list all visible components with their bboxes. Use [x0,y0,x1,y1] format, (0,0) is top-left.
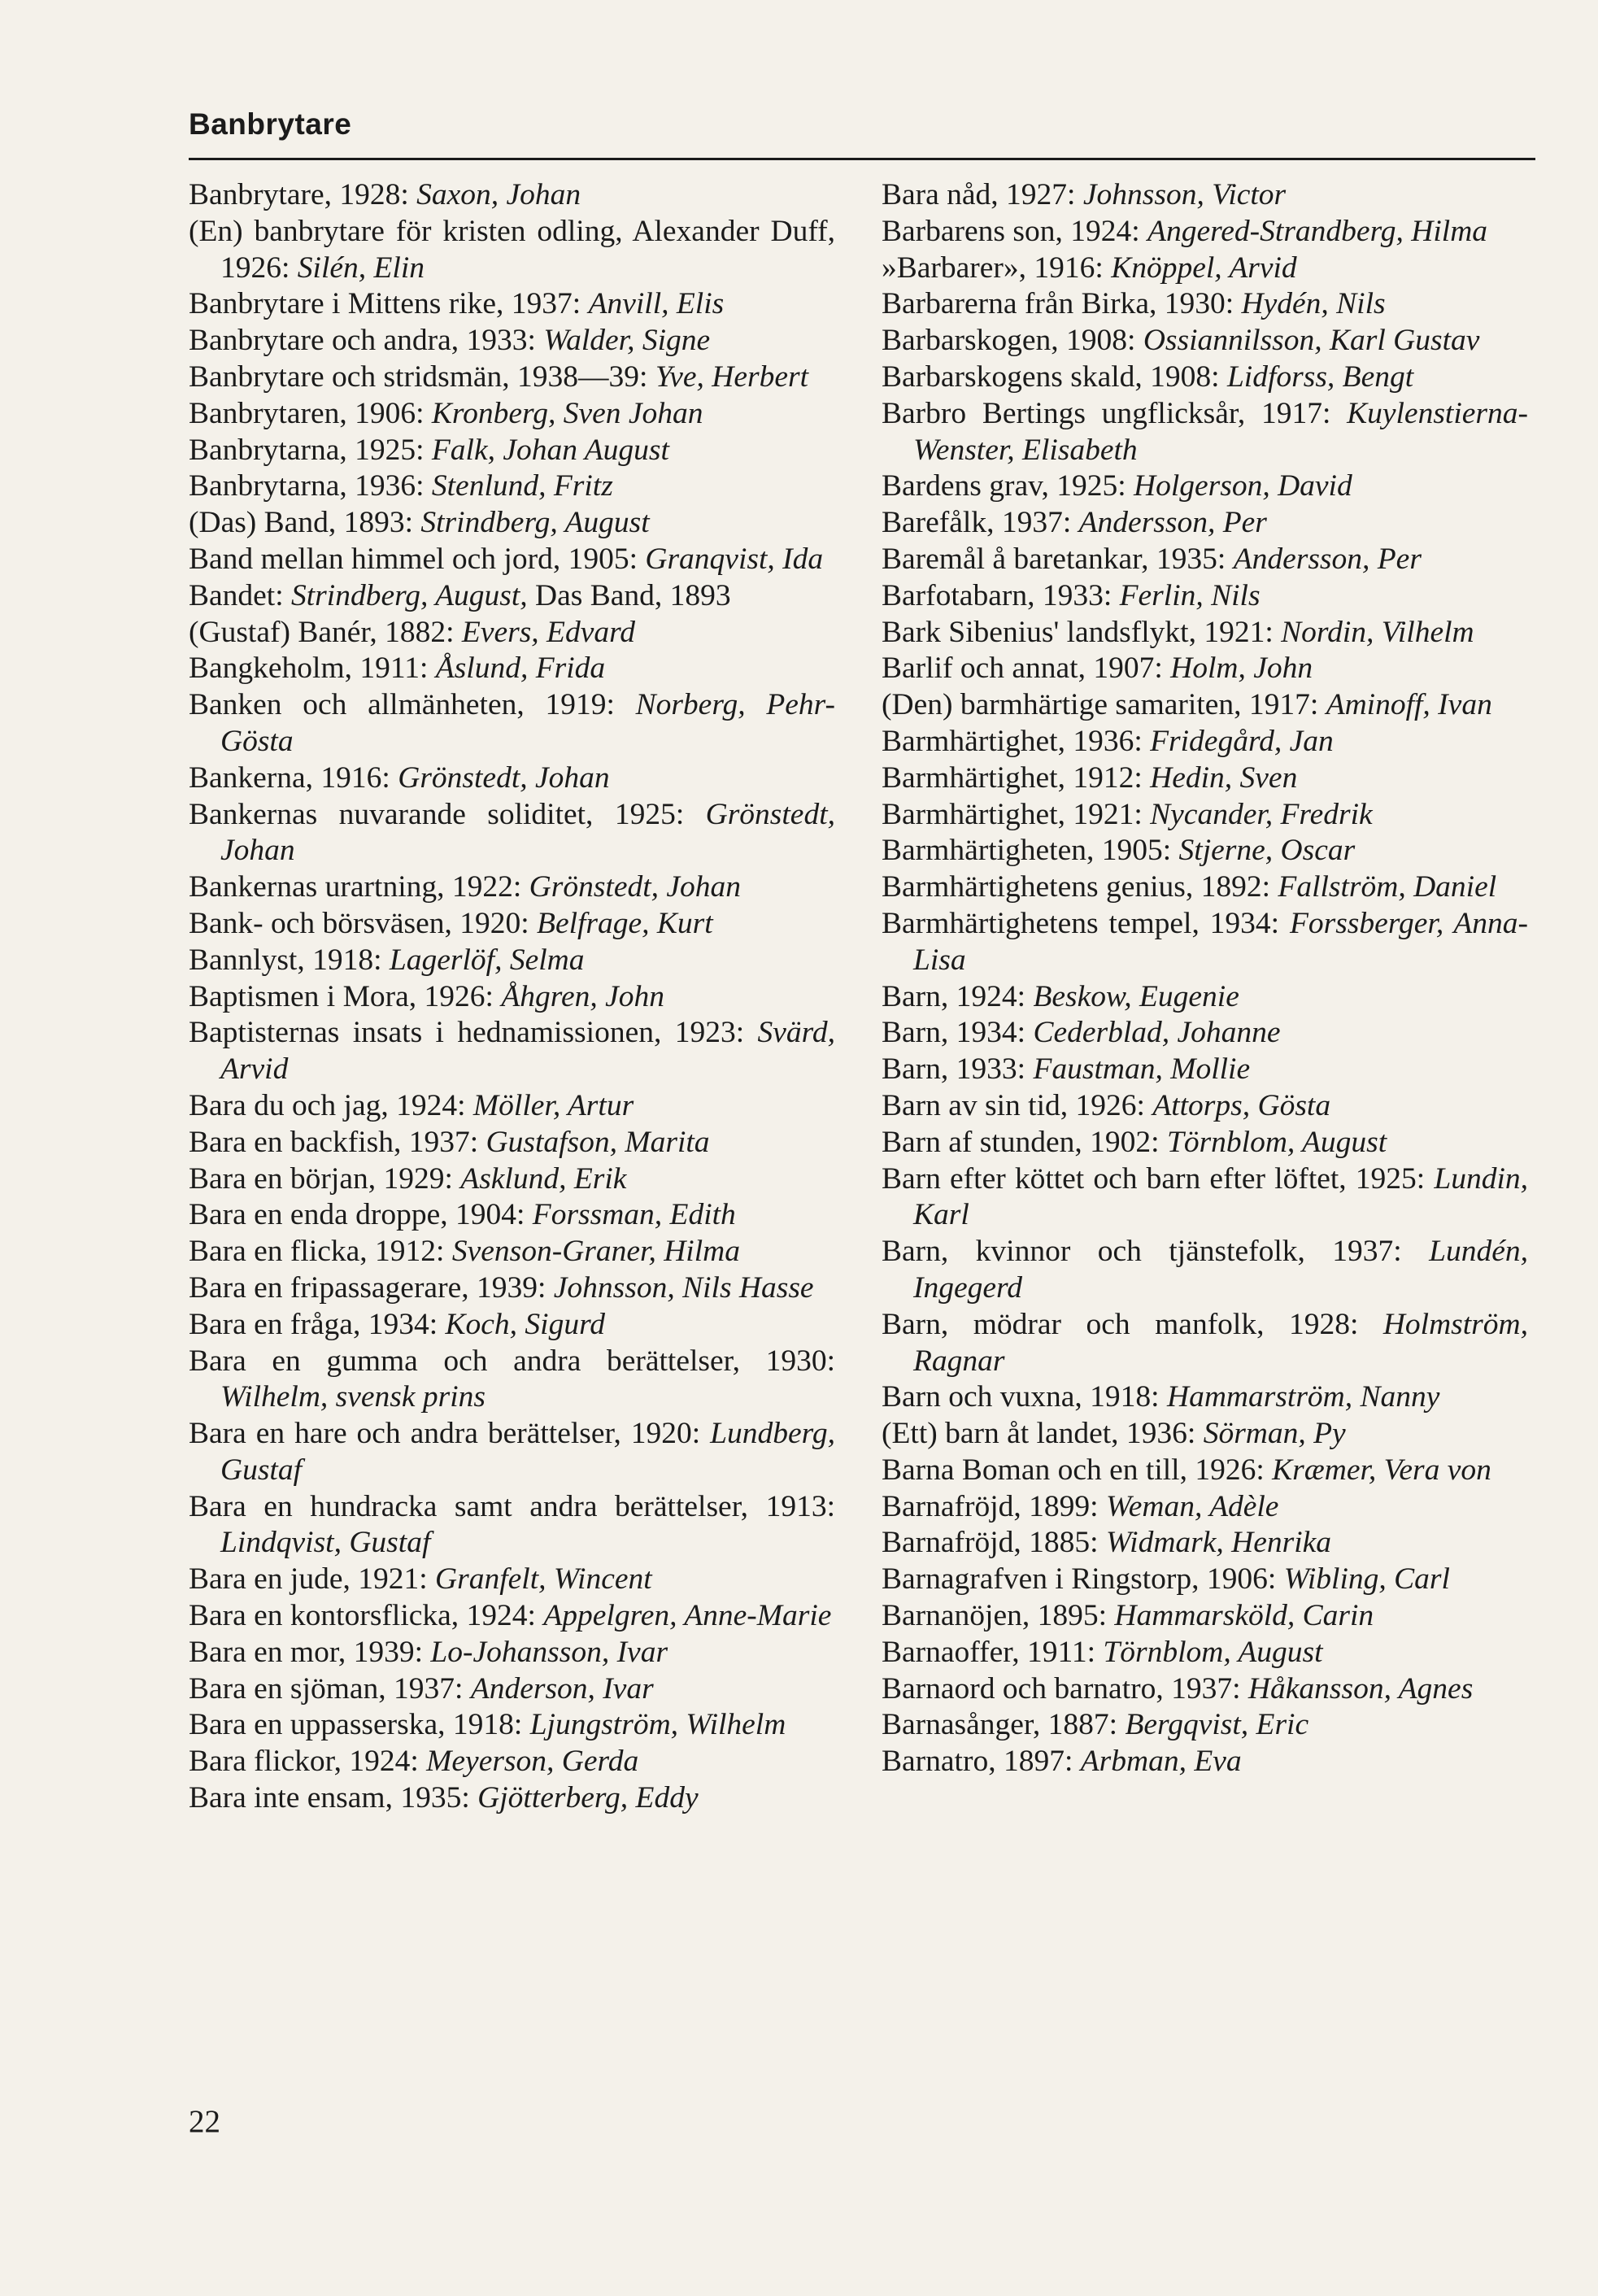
entry-author: Lindqvist, Gustaf [220,1526,431,1560]
index-entry [882,214,1528,251]
index-entry [882,1307,1528,1380]
entry-title: Barn, 1934: [882,1016,1034,1050]
entry-author: Stjerne, Oscar [1178,834,1356,868]
entry-title: Band mellan himmel och jord, 1905: [189,542,646,576]
entry-title: Barefålk, 1937: [882,506,1079,540]
entry-title: (Ett) barn åt landet, 1936: [882,1417,1204,1451]
index-entry [882,396,1528,469]
entry-author: Angered-Strandberg, Hilma [1147,214,1488,248]
entry-title: Bara en flicka, 1912: [189,1235,452,1269]
entry-title: Bara en fripassagerare, 1939: [189,1270,554,1305]
index-entry [882,286,1528,323]
entry-author: Forssman, Edith [532,1198,736,1232]
entry-author: Grönstedt, Johan [220,797,835,868]
entry-title: Bank- och börsväsen, 1920: [189,906,538,940]
entry-title: Barn och vuxna, 1918: [882,1380,1167,1414]
entry-author: Saxon, Johan [416,178,581,211]
entry-title: Bara en gumma och andra berättelser, 1930: [189,1344,835,1378]
entry-author: Anderson, Ivar [470,1671,654,1706]
entry-title: Bara en sjöman, 1937: [189,1671,471,1706]
entry-author: Holmström, Ragnar [913,1307,1528,1378]
entry-title: Barnanöjen, 1895: [882,1599,1115,1633]
index-entry [882,1161,1528,1235]
entry-author: Törnblom, August [1103,1635,1323,1669]
entry-author: Lundin, Karl [913,1161,1528,1232]
index-entry [882,1379,1528,1416]
entry-title: Barbarerna från Birka, 1930: [882,287,1242,321]
index-entry [882,1525,1528,1562]
entry-author: Nycander, Fredrik [1150,797,1373,831]
entry-title: Barna Boman och en till, 1926: [882,1453,1273,1487]
entry-author: Andersson, Per [1233,542,1422,576]
entry-author: Ljungström, Wilhelm [529,1708,786,1742]
index-entry [189,1744,835,1780]
index-entry [882,724,1528,760]
index-entry [882,615,1528,651]
index-entry [882,1125,1528,1161]
entry-author: Appelgren, Anne-Marie [543,1599,832,1633]
entry-author: Törnblom, August [1166,1125,1387,1159]
index-entry [882,1234,1528,1307]
entry-author: Johnsson, Nils Hasse [553,1270,814,1305]
entry-author: Widmark, Henrika [1105,1526,1332,1560]
entry-title: Barmhärtighet, 1912: [882,760,1151,795]
index-entry [189,906,835,943]
entry-title: Bangkeholm, 1911: [189,651,436,686]
entry-author: Grönstedt, Johan [398,760,610,795]
entry-title: Banbrytarna, 1925: [189,433,432,467]
index-entry [882,1489,1528,1526]
entry-title: Bara en enda droppe, 1904: [189,1198,533,1232]
index-entry [189,1416,835,1489]
entry-title: Barmhärtigheten, 1905: [882,834,1179,868]
index-entry [189,1161,835,1198]
entry-author: Johnsson, Victor [1082,178,1287,211]
entry-author: Cederblad, Johanne [1033,1016,1281,1050]
index-entry [882,760,1528,797]
entry-title: (Das) Band, 1893: [189,506,421,540]
entry-author: Kuylenstierna-Wenster, Elisabeth [913,396,1528,467]
index-entry [882,651,1528,687]
entry-author: Kræmer, Vera von [1272,1453,1491,1487]
entry-title: Bara en jude, 1921: [189,1562,436,1597]
entry-title: Bark Sibenius' landsflykt, 1921: [882,615,1282,649]
index-entry [189,1707,835,1744]
index-entry [882,1088,1528,1125]
entry-author: Lundén, Ingegerd [913,1235,1528,1305]
index-entry [882,323,1528,359]
entry-author: Knöppel, Arvid [1111,251,1297,285]
entry-author: Hedin, Sven [1150,760,1298,795]
entry-author: Weman, Adèle [1105,1489,1279,1523]
index-entry [189,1489,835,1562]
entry-author: Holgerson, David [1134,469,1352,503]
entry-title: Bara en uppasserska, 1918: [189,1708,530,1742]
entry-author: Koch, Sigurd [445,1307,606,1341]
entry-title: Barnafröjd, 1899: [882,1489,1106,1523]
left-column [189,177,835,1817]
index-entry [189,1270,835,1307]
entry-author: Håkansson, Agnes [1247,1671,1474,1706]
entry-title: Banbrytare i Mittens rike, 1937: [189,287,589,321]
entry-title: Banbrytarna, 1936: [189,469,432,503]
entry-author: Svärd, Arvid [220,1016,835,1087]
entry-title: Banbrytare och andra, 1933: [189,324,544,358]
entry-author: Bergqvist, Eric [1125,1708,1309,1742]
entry-title: Barmhärtighetens genius, 1892: [882,870,1278,904]
entry-author: Walder, Signe [543,324,711,358]
index-entry [882,1744,1528,1780]
index-entry [882,1453,1528,1489]
entry-author: Möller, Artur [472,1088,634,1122]
index-entry [189,542,835,578]
index-entry [189,214,835,287]
index-entry [882,177,1528,214]
index-entry [882,1707,1528,1744]
entry-title: Barbarskogen, 1908: [882,324,1143,358]
index-entry [882,468,1528,505]
index-entry [882,505,1528,542]
index-entry [189,286,835,323]
index-entry [189,1562,835,1598]
entry-title: Barn, mödrar och manfolk, 1928: [882,1307,1383,1341]
entry-title: Barn efter köttet och barn efter löftet, 1925: [882,1161,1435,1196]
index-entry [189,1344,835,1417]
index-entry [189,1088,835,1125]
entry-title: Barmhärtighet, 1936: [882,724,1151,758]
index-entry [189,323,835,359]
entry-title: Bara en hare och andra berättelser, 1920: [189,1417,711,1451]
entry-title: Bara en början, 1929: [189,1161,461,1196]
entry-author: Granfelt, Wincent [435,1562,652,1597]
entry-author: Strindberg, August [420,506,650,540]
entry-author: Stenlund, Fritz [431,469,613,503]
entry-title: (En) banbrytare för kristen odling, Alexander Duff, 1926: [189,214,835,285]
entry-author: Lo-Johansson, Ivar [430,1635,668,1669]
entry-title: Bankerna, 1916: [189,760,398,795]
entry-author: Hydén, Nils [1241,287,1386,321]
entry-title: Baptismen i Mora, 1926: [189,979,502,1013]
entry-title: Barn av sin tid, 1926: [882,1088,1153,1122]
header-rule [189,158,1535,160]
entry-title: Bara du och jag, 1924: [189,1088,473,1122]
index-entry [189,1197,835,1234]
entry-author: Aminoff, Ivan [1326,688,1492,722]
index-entry [189,797,835,870]
index-entry [882,797,1528,834]
entry-title: Barmhärtighetens tempel, 1934: [882,906,1290,940]
entry-title: Bara en mor, 1939: [189,1635,431,1669]
entry-title: Bankernas urartning, 1922: [189,870,529,904]
entry-author: Strindberg, August, [291,578,528,612]
entry-author: Lagerlöf, Selma [389,943,585,977]
entry-author: Hammarström, Nanny [1166,1380,1440,1414]
entry-author: Fallström, Daniel [1278,870,1497,904]
entry-author: Ossiannilsson, Karl Gustav [1143,324,1480,358]
page-number: 22 [189,2104,220,2139]
entry-author: Fridegård, Jan [1150,724,1334,758]
entry-author: Sörman, Py [1203,1417,1346,1451]
entry-title: Bandet: [189,578,292,612]
index-entry [882,1015,1528,1052]
entry-title: Bannlyst, 1918: [189,943,390,977]
index-entry [882,578,1528,615]
index-entry [882,251,1528,287]
entry-author: Kronberg, Sven Johan [431,396,703,430]
index-entry [189,1780,835,1817]
index-entry [189,760,835,797]
index-entry [189,433,835,469]
entry-author: Åhgren, John [501,979,664,1013]
entry-title: Barnaord och barnatro, 1937: [882,1671,1248,1706]
entry-author: Grönstedt, Johan [529,870,742,904]
entry-author: Silén, Elin [297,251,425,285]
entry-title: Barbarskogens skald, 1908: [882,359,1227,394]
index-entry [882,1052,1528,1088]
index-entry [189,1015,835,1088]
entry-author: Nordin, Vilhelm [1281,615,1474,649]
entry-title: Barn, 1933: [882,1052,1034,1087]
entry-author: Meyerson, Gerda [426,1745,639,1779]
entry-author: Belfrage, Kurt [537,906,713,940]
entry-title: Banbrytaren, 1906: [189,396,432,430]
index-entry [882,687,1528,724]
index-entry [882,979,1528,1016]
entry-author: Gjötterberg, Eddy [477,1781,699,1815]
entry-author: Falk, Johan August [431,433,669,467]
entry-title: (Den) barmhärtige samariten, 1917: [882,688,1326,722]
entry-author: Arbman, Eva [1080,1745,1242,1779]
index-entry [189,651,835,687]
entry-title: Barlif och annat, 1907: [882,651,1171,686]
entry-title: (Gustaf) Banér, 1882: [189,615,462,649]
entry-author: Anvill, Elis [588,287,725,321]
index-entry [882,1562,1528,1598]
entry-author: Forssberger, Anna-Lisa [913,906,1528,977]
index-entry [189,1598,835,1635]
entry-title: Barnasånger, 1887: [882,1708,1126,1742]
index-entry [882,1598,1528,1635]
entry-title: Banken och allmänheten, 1919: [189,688,636,722]
entry-title: Banbrytare, 1928: [189,178,417,211]
entry-author: Åslund, Frida [435,651,606,686]
running-head: Banbrytare [189,107,352,141]
index-entry [189,687,835,760]
index-entry [882,359,1528,396]
entry-title: Bara en backfish, 1937: [189,1125,486,1159]
entry-title: Barn af stunden, 1902: [882,1125,1167,1159]
entry-suffix: Das Band, 1893 [527,578,731,612]
index-entry [882,1671,1528,1708]
entry-title: Bara en fråga, 1934: [189,1307,446,1341]
entry-title: Barnagrafven i Ringstorp, 1906: [882,1562,1284,1597]
entry-title: Barmhärtighet, 1921: [882,797,1151,831]
index-entry [882,869,1528,906]
entry-author: Asklund, Erik [460,1161,627,1196]
entry-title: Bara flickor, 1924: [189,1745,427,1779]
right-column [882,177,1528,1780]
entry-title: Baremål å baretankar, 1935: [882,542,1234,576]
entry-author: Evers, Edvard [461,615,636,649]
index-entry [882,1635,1528,1671]
entry-author: Faustman, Mollie [1033,1052,1251,1087]
index-entry [882,906,1528,979]
index-entry [189,869,835,906]
index-entry [189,396,835,433]
entry-author: Granqvist, Ida [645,542,824,576]
index-entry [189,943,835,979]
entry-title: Bara nåd, 1927: [882,178,1083,211]
entry-title: Bankernas nuvarande soliditet, 1925: [189,797,706,831]
entry-title: Barnatro, 1897: [882,1745,1081,1779]
index-entry [189,578,835,615]
entry-author: Lidforss, Bengt [1226,359,1414,394]
entry-title: Barn, kvinnor och tjänstefolk, 1937: [882,1235,1430,1269]
entry-title: »Barbarer», 1916: [882,251,1112,285]
entry-author: Andersson, Per [1078,506,1267,540]
entry-author: Ferlin, Nils [1119,578,1261,612]
index-entry [189,505,835,542]
index-entry [189,1307,835,1344]
index-entry [189,177,835,214]
entry-title: Barnafröjd, 1885: [882,1526,1106,1560]
entry-title: Banbrytare och stridsmän, 1938—39: [189,359,655,394]
entry-title: Bara en kontorsflicka, 1924: [189,1599,544,1633]
index-entry [882,833,1528,869]
index-entry [189,979,835,1016]
entry-author: Holm, John [1170,651,1313,686]
entry-author: Wibling, Carl [1283,1562,1450,1597]
index-entry [189,1125,835,1161]
index-entry [882,542,1528,578]
entry-author: Yve, Herbert [655,359,809,394]
entry-title: Baptisternas insats i hednamissionen, 1923: [189,1016,758,1050]
index-entry [189,1635,835,1671]
entry-title: Barbarens son, 1924: [882,214,1148,248]
entry-author: Wilhelm, svensk prins [220,1380,486,1414]
entry-author: Beskow, Eugenie [1033,979,1239,1013]
entry-title: Barnaoffer, 1911: [882,1635,1104,1669]
entry-title: Barn, 1924: [882,979,1034,1013]
entry-author: Attorps, Gösta [1152,1088,1331,1122]
entry-title: Bara inte ensam, 1935: [189,1781,478,1815]
entry-title: Bardens grav, 1925: [882,469,1134,503]
entry-title: Barfotabarn, 1933: [882,578,1120,612]
index-entry [189,615,835,651]
entry-author: Norberg, Pehr-Gösta [220,688,835,758]
entry-title: Barbro Bertings ungflicksår, 1917: [882,396,1348,430]
index-entry [189,359,835,396]
entry-author: Lundberg, Gustaf [220,1417,835,1487]
entry-author: Svenson-Graner, Hilma [451,1235,740,1269]
index-entry [189,1671,835,1708]
index-entry [189,1234,835,1270]
entry-title: Bara en hundracka samt andra berättelser, 1913: [189,1489,835,1523]
entry-author: Hammarsköld, Carin [1114,1599,1374,1633]
entry-author: Gustafson, Marita [485,1125,710,1159]
index-entry [189,468,835,505]
index-entry [882,1416,1528,1453]
